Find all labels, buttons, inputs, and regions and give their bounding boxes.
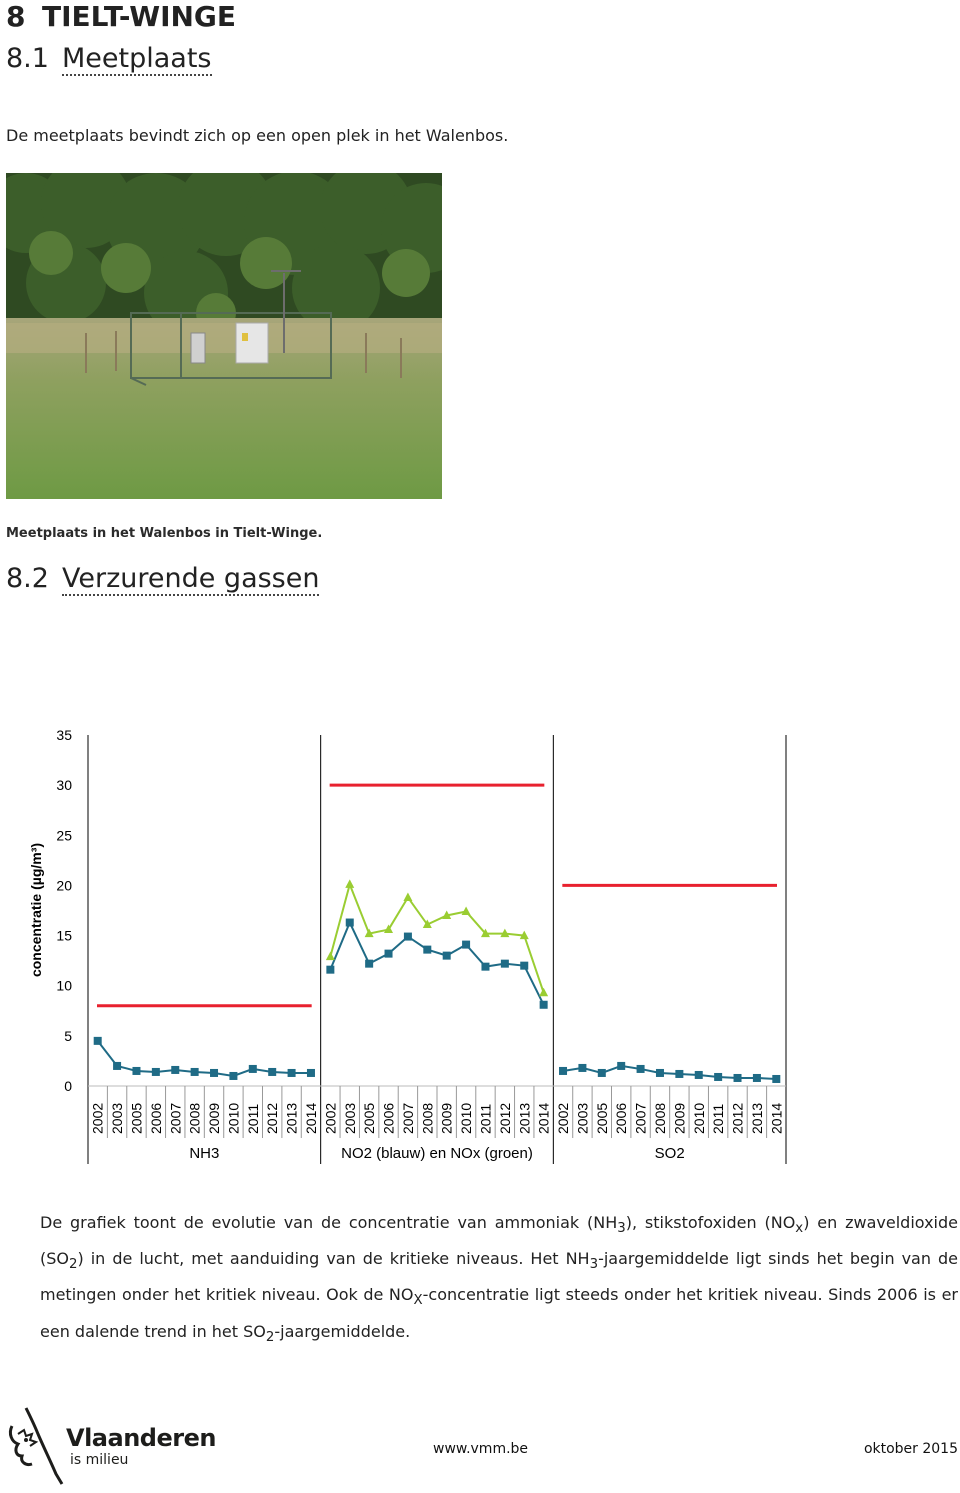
photo-caption: Meetplaats in het Walenbos in Tielt-Winge. [6, 526, 323, 541]
section-number: 8.2 [6, 563, 49, 594]
description-subscript: 2 [265, 1329, 275, 1345]
section-title: Meetplaats [62, 43, 212, 74]
chart-description [40, 1208, 958, 1353]
data-point [288, 1069, 296, 1077]
description-text: -concentratie ligt steeds onder het kritiek niveau. Sinds 2006 is er een dalende trend in het SO [40, 1285, 958, 1341]
data-point [734, 1074, 742, 1082]
description-text: ) in de lucht, met aanduiding van de kritieke niveaus. Het NH [77, 1249, 590, 1269]
data-point [675, 1070, 683, 1078]
data-point [346, 919, 354, 927]
section-heading-verzurende-gassen [6, 562, 319, 596]
data-point [462, 941, 470, 949]
y-tick-label: 5 [64, 1027, 72, 1044]
x-tick-label: 2013 [283, 1102, 300, 1134]
group-label: NH3 [189, 1145, 220, 1162]
x-tick-label: 2002 [555, 1102, 572, 1134]
data-point [229, 1072, 237, 1080]
brand-name: Vlaanderen [66, 1424, 216, 1452]
description-subscript: 3 [617, 1221, 626, 1237]
series-line [330, 884, 543, 992]
data-point [404, 933, 412, 941]
data-point [462, 907, 471, 916]
data-point [423, 946, 431, 954]
description-text: -jaargemiddelde ligt sinds het begin van de metingen onder het kritiek niveau. Ook de NO [40, 1249, 959, 1305]
data-point [714, 1073, 722, 1081]
data-point [326, 966, 334, 974]
data-point [539, 988, 548, 997]
x-tick-label: 2005 [361, 1102, 378, 1134]
data-point [307, 1069, 315, 1077]
site-photo [6, 173, 442, 499]
x-tick-label: 2010 [690, 1102, 707, 1134]
x-tick-label: 2008 [419, 1102, 436, 1134]
data-point [191, 1068, 199, 1076]
section-number: 8.1 [6, 43, 49, 74]
description-text: ), stikstofoxiden (NO [625, 1213, 796, 1232]
x-tick-label: 2013 [516, 1102, 533, 1134]
data-point [326, 952, 335, 961]
data-point [132, 1067, 140, 1075]
data-point [345, 879, 354, 888]
group-label: NO2 (blauw) en NOx (groen) [341, 1145, 533, 1162]
data-point [656, 1069, 664, 1077]
data-point [695, 1071, 703, 1079]
x-tick-label: 2003 [574, 1102, 591, 1134]
data-point [481, 963, 489, 971]
section-heading-meetplaats [6, 42, 212, 76]
description-text: -jaargemiddelde. [274, 1321, 411, 1341]
data-point [637, 1065, 645, 1073]
vlaanderen-lion-logo-icon [4, 1404, 68, 1493]
data-point [403, 892, 412, 901]
y-tick-label: 20 [56, 877, 72, 894]
x-tick-label: 2009 [438, 1102, 455, 1134]
data-point [598, 1069, 606, 1077]
x-tick-label: 2011 [710, 1103, 727, 1134]
data-point [520, 962, 528, 970]
x-tick-label: 2005 [593, 1102, 610, 1134]
data-point [365, 960, 373, 968]
x-tick-label: 2014 [302, 1102, 319, 1134]
x-tick-label: 2003 [341, 1102, 358, 1134]
description-subscript: X [413, 1293, 423, 1309]
chapter-number: 8 [6, 0, 26, 33]
x-tick-label: 2011 [244, 1103, 261, 1134]
data-point [559, 1067, 567, 1075]
x-tick-label: 2006 [613, 1102, 630, 1134]
x-tick-label: 2007 [632, 1102, 649, 1134]
x-tick-label: 2007 [167, 1102, 184, 1134]
section-title: Verzurende gassen [62, 563, 320, 594]
data-point [753, 1074, 761, 1082]
x-tick-label: 2002 [322, 1102, 339, 1134]
x-tick-label: 2003 [109, 1102, 126, 1134]
x-tick-label: 2006 [147, 1102, 164, 1134]
x-tick-label: 2010 [225, 1102, 242, 1134]
series-line [563, 1066, 776, 1079]
data-point [152, 1068, 160, 1076]
description-text: De grafiek toont de evolutie van de concentratie van ammoniak (NH [40, 1213, 618, 1232]
acidifying-gases-chart [20, 718, 800, 1173]
data-point [171, 1066, 179, 1074]
description-subscript: 3 [589, 1257, 599, 1273]
x-tick-label: 2014 [768, 1102, 785, 1134]
site-photo-illustration [6, 173, 442, 499]
x-tick-label: 2008 [651, 1102, 668, 1134]
y-tick-label: 35 [56, 727, 72, 743]
data-point [501, 960, 509, 968]
x-tick-label: 2008 [186, 1102, 203, 1134]
x-tick-label: 2011 [477, 1103, 494, 1134]
footer-date: oktober 2015 [863, 1441, 958, 1457]
y-tick-label: 15 [56, 927, 72, 944]
chart-svg [20, 718, 800, 1168]
x-tick-label: 2007 [399, 1102, 416, 1134]
data-point [94, 1037, 102, 1045]
data-point [578, 1064, 586, 1072]
series-line [98, 1041, 311, 1076]
y-axis-label: concentratie (µg/m³) [28, 842, 44, 978]
x-tick-label: 2006 [380, 1102, 397, 1134]
y-tick-label: 30 [56, 777, 72, 794]
brand-subtitle: is milieu [70, 1452, 129, 1468]
description-subscript: x [795, 1221, 804, 1237]
chapter-heading [6, 0, 236, 34]
group-label: SO2 [654, 1145, 685, 1162]
description-text: ) en zwaveldioxide (SO [40, 1213, 958, 1269]
y-tick-label: 25 [56, 827, 72, 844]
x-tick-label: 2012 [729, 1102, 746, 1134]
data-point [540, 1001, 548, 1009]
description-subscript: 2 [69, 1257, 78, 1273]
data-point [617, 1062, 625, 1070]
intro-paragraph: De meetplaats bevindt zich op een open plek in het Walenbos. [6, 126, 509, 145]
data-point [443, 952, 451, 960]
x-tick-label: 2012 [264, 1102, 281, 1134]
x-tick-label: 2005 [128, 1102, 145, 1134]
x-tick-label: 2013 [748, 1102, 765, 1134]
footer-url[interactable]: www.vmm.be [433, 1441, 529, 1457]
y-tick-label: 10 [56, 977, 72, 994]
x-tick-label: 2009 [671, 1102, 688, 1134]
x-tick-label: 2014 [535, 1102, 552, 1134]
x-tick-label: 2002 [89, 1102, 106, 1134]
y-tick-label: 0 [64, 1078, 72, 1094]
x-tick-label: 2010 [458, 1102, 475, 1134]
data-point [772, 1075, 780, 1083]
data-point [268, 1068, 276, 1076]
x-tick-label: 2009 [206, 1102, 223, 1134]
data-point [249, 1065, 257, 1073]
chapter-title: TIELT-WINGE [42, 0, 237, 33]
data-point [113, 1062, 121, 1070]
data-point [385, 950, 393, 958]
x-tick-label: 2012 [496, 1102, 513, 1134]
data-point [210, 1069, 218, 1077]
